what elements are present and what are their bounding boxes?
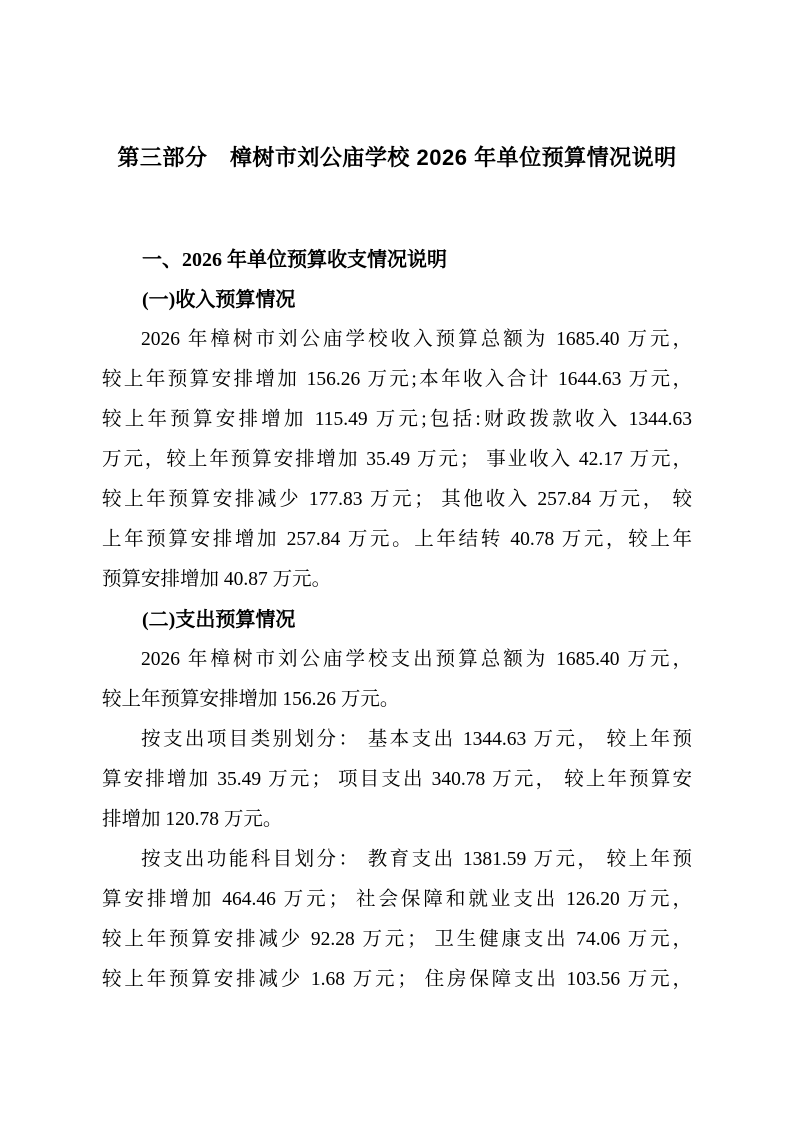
paragraph-line: 预算安排增加 40.87 万元。 bbox=[102, 569, 332, 590]
paragraph-line: 2026 年樟树市刘公庙学校支出预算总额为 1685.40 万元， bbox=[141, 649, 692, 670]
paragraph-line: 较上年预算安排增加 156.26 万元。 bbox=[102, 689, 400, 710]
paragraph-line: 较上年预算安排增加 156.26 万元;本年收入合计 1644.63 万元， bbox=[102, 369, 692, 390]
expense-by-type-paragraph bbox=[102, 720, 692, 840]
paragraph-line: 万元，较上年预算安排增加 35.49 万元； 事业收入 42.17 万元， bbox=[102, 449, 692, 470]
paragraph-line: 按支出功能科目划分： 教育支出 1381.59 万元， 较上年预 bbox=[141, 849, 692, 870]
paragraph-line: 算安排增加 464.46 万元； 社会保障和就业支出 126.20 万元， bbox=[102, 889, 692, 910]
subsection-heading-expense: (二)支出预算情况 bbox=[142, 609, 296, 631]
income-paragraph bbox=[102, 320, 692, 600]
paragraph-line: 较上年预算安排减少 92.28 万元； 卫生健康支出 74.06 万元， bbox=[102, 929, 692, 950]
expense-total-paragraph bbox=[102, 640, 692, 720]
subsection-heading-income: (一)收入预算情况 bbox=[142, 289, 296, 311]
paragraph-line: 较上年预算安排减少 1.68 万元； 住房保障支出 103.56 万元， bbox=[102, 969, 692, 990]
paragraph-line: 上年预算安排增加 257.84 万元。上年结转 40.78 万元，较上年 bbox=[102, 529, 692, 550]
paragraph-line: 较上年预算安排增加 115.49 万元;包括:财政拨款收入 1344.63 bbox=[102, 409, 692, 430]
paragraph-line: 排增加 120.78 万元。 bbox=[102, 809, 283, 830]
title-gap bbox=[102, 178, 692, 240]
paragraph-line: 按支出项目类别划分： 基本支出 1344.63 万元， 较上年预 bbox=[141, 729, 692, 750]
paragraph-line: 2026 年樟树市刘公庙学校收入预算总额为 1685.40 万元， bbox=[141, 329, 692, 350]
document-title: 第三部分 樟树市刘公庙学校 2026 年单位预算情况说明 bbox=[117, 145, 677, 170]
paragraph-line: 算安排增加 35.49 万元； 项目支出 340.78 万元， 较上年预算安 bbox=[102, 769, 692, 790]
paragraph-line: 较上年预算安排减少 177.83 万元； 其他收入 257.84 万元， 较 bbox=[102, 489, 692, 510]
section-heading-budget-overview: 一、2026 年单位预算收支情况说明 bbox=[142, 249, 447, 271]
expense-by-function-paragraph bbox=[102, 840, 692, 1000]
